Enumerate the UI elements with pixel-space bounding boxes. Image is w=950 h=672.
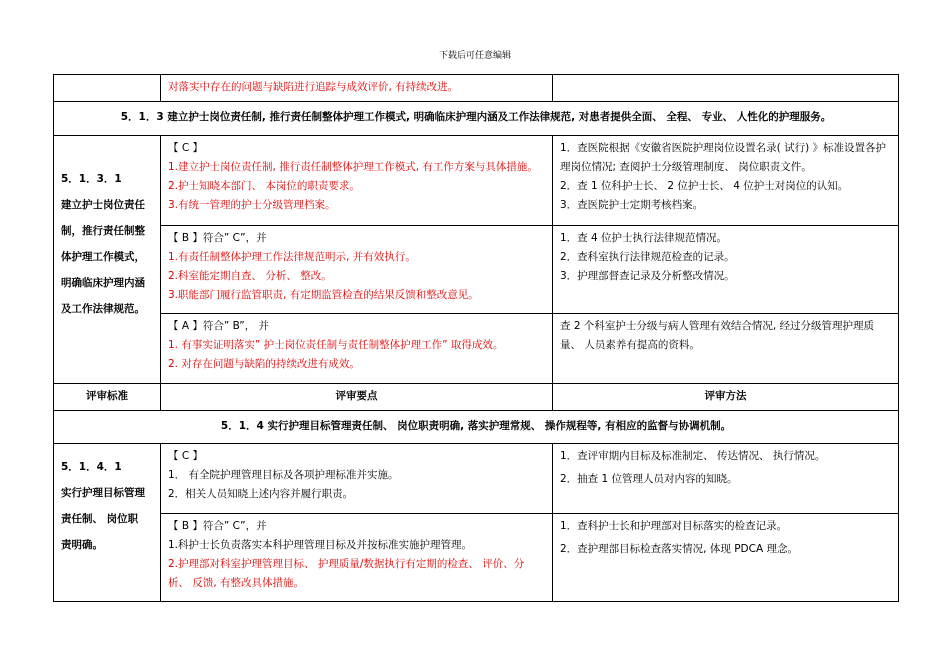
method-item: 1．查医院根据《安徽省医院护理岗位设置名录( 试行) 》标准设置各护理岗位情况; 查阅护士分级管理制度、 岗位职责文件。 [560,142,887,173]
standard-desc-line: 明确临床护理内涵 [61,277,145,289]
key-point: 2.护士知晓本部门、 本岗位的职责要求。 [168,180,360,192]
grade-label: 【 B 】符合” C”，并 [168,232,267,244]
page-header: 下载后可任意编辑 [438,51,511,61]
table-row [54,444,899,514]
method-item: 查 2 个科室护士分级与病人管理有效结合情况, 经过分级管理护理质量、 人员素养有提高的资料。 [560,320,875,351]
key-points-b [161,514,553,602]
carryover-text: 对落实中存在的问题与缺陷进行追踪与成效评价, 有持续改进。 [161,75,553,102]
standard-5-1-4-1 [54,444,161,602]
key-point: 1.建立护士岗位责任制, 推行责任制整体护理工作模式, 有工作方案与具体措施。 [168,161,538,173]
column-header-row [54,384,899,411]
standard-desc-line: 责明确。 [61,539,103,551]
key-point: 3.有统一管理的护士分级管理档案。 [168,199,336,211]
key-point: 1． 有全院护理管理目标及各项护理标准并实施。 [168,469,399,481]
standard-desc-line: 制，推行责任制整 [61,225,145,237]
standard-code: 5．1．4．1 [61,461,122,473]
key-point: 1.有责任制整体护理工作法律规范明示, 并有效执行。 [168,251,416,263]
method-item: 1．查 4 位护士执行法律规范情况。 [560,232,728,244]
standard-desc-line: 体护理工作模式， [61,251,145,263]
methods-a [553,314,899,384]
key-points-a [161,314,553,384]
method-item: 2．查科室执行法律规范检查的记录。 [560,251,735,263]
methods-c [553,136,899,226]
key-point: 2. 对存在问题与缺陷的持续改进有成效。 [168,358,360,370]
key-point: 2.科室能定期自查、 分析、 整改。 [168,270,332,282]
methods-b [553,514,899,602]
table-row [54,136,899,226]
key-point: 3.职能部门履行监管职责, 有定期监管检查的结果反馈和整改意见。 [168,289,479,301]
standard-desc-line: 责任制、 岗位职 [61,513,139,525]
grade-label: 【 C 】 [168,450,204,462]
section-5-1-3-title: 5．1．3 建立护士岗位责任制, 推行责任制整体护理工作模式, 明确临床护理内涵及工作法律规范, 对患者提供全面、 全程、 专业、 人性化的护理服务。 [54,102,899,136]
key-point: 2．相关人员知晓上述内容并履行职责。 [168,488,354,500]
key-point: 2.护理部对科室护理管理目标、 护理质量/数据执行有定期的检查、 评价、分析、 反馈, 有整改具体措施。 [168,558,525,589]
col-header-standard: 评审标准 [54,384,161,411]
methods-b [553,226,899,314]
method-item: 3．护理部督查记录及分析整改情况。 [560,270,735,282]
table-row [54,102,899,136]
method-item: 1．查科护士长和护理部对目标落实的检查记录。 [560,520,788,532]
col-header-methods: 评审方法 [553,384,899,411]
standard-desc-line: 实行护理目标管理 [61,487,145,499]
method-item: 2．查 1 位科护士长、 2 位护士长、 4 位护士对岗位的认知。 [560,180,849,192]
key-points-b [161,226,553,314]
method-item: 2．查护理部目标检查落实情况, 体现 PDCA 理念。 [560,543,798,555]
key-point: 1. 有事实证明落实” 护士岗位责任制与责任制整体护理工作” 取得成效。 [168,339,504,351]
table-row [54,514,899,602]
standard-desc-line: 建立护士岗位责任 [61,199,145,211]
method-item: 2．抽查 1 位管理人员对内容的知晓。 [560,473,738,485]
section-5-1-4-title: 5．1．4 实行护理目标管理责任制、 岗位职责明确, 落实护理常规、 操作规程等, 有相应的监督与协调机制。 [54,411,899,444]
review-standards-table [53,74,899,602]
standard-code: 5．1．3．1 [61,173,122,185]
method-item: 3．查医院护士定期考核档案。 [560,199,704,211]
methods-c [553,444,899,514]
table-row [54,75,899,102]
grade-label: 【 C 】 [168,142,204,154]
table-row [54,226,899,314]
method-item: 1．查评审期内目标及标准制定、 传达情况、 执行情况。 [560,450,826,462]
grade-label: 【 B 】符合” C”，并 [168,520,267,532]
table-row [54,411,899,444]
key-points-c [161,136,553,226]
col-header-key-points: 评审要点 [161,384,553,411]
standard-5-1-3-1 [54,136,161,384]
table-row [54,314,899,384]
grade-label: 【 A 】符合” B”， 并 [168,320,270,332]
key-point: 1.科护士长负责落实本科护理管理目标及并按标准实施护理管理。 [168,539,473,551]
key-points-c [161,444,553,514]
standard-desc-line: 及工作法律规范。 [61,303,145,315]
